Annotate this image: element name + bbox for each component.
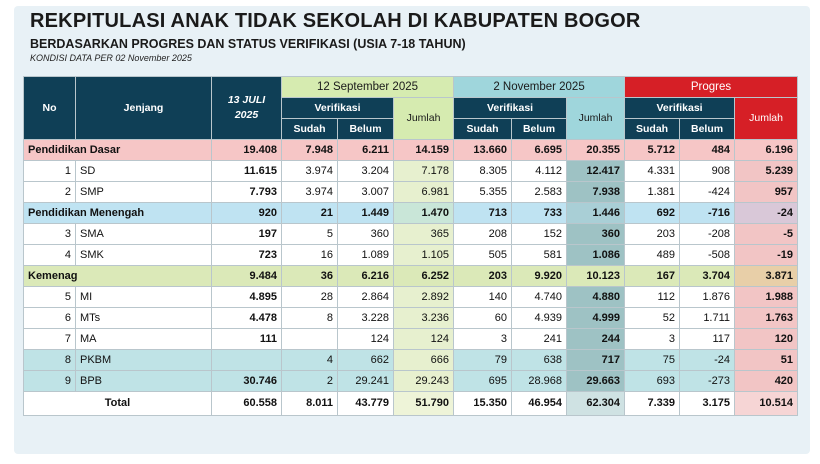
baseline-cell: 9.484 <box>212 266 282 287</box>
period2-sudah-header: Sudah <box>454 119 512 140</box>
progres-jumlah-cell: 1.988 <box>735 287 798 308</box>
progres-sudah-header: Sudah <box>625 119 680 140</box>
period1-jumlah-cell: 124 <box>394 329 454 350</box>
progres-jumlah-cell: -24 <box>735 203 798 224</box>
period2-belum-cell: 4.939 <box>512 308 567 329</box>
progres-belum-cell: -508 <box>680 245 735 266</box>
group-label: Kemenag <box>24 266 212 287</box>
period1-sudah-cell: 3.974 <box>282 161 338 182</box>
table-row <box>24 224 798 245</box>
table-row <box>24 287 798 308</box>
period2-jumlah-cell: 4.880 <box>567 287 625 308</box>
jenjang-cell: PKBM <box>76 350 212 371</box>
period2-verifikasi-header: Verifikasi <box>454 98 567 119</box>
baseline-cell: 723 <box>212 245 282 266</box>
col-no-header: No <box>24 77 76 140</box>
period1-sudah-cell <box>282 329 338 350</box>
period1-jumlah-cell: 29.243 <box>394 371 454 392</box>
row-number: 1 <box>24 161 76 182</box>
baseline-date-line2: 2025 <box>234 109 259 121</box>
jenjang-cell: SMK <box>76 245 212 266</box>
baseline-cell: 920 <box>212 203 282 224</box>
period2-jumlah-cell: 29.663 <box>567 371 625 392</box>
progres-belum-cell: 3.704 <box>680 266 735 287</box>
jenjang-cell: BPB <box>76 371 212 392</box>
jenjang-cell: MA <box>76 329 212 350</box>
period1-belum-cell: 3.228 <box>338 308 394 329</box>
progres-belum-cell: -24 <box>680 350 735 371</box>
row-number: 2 <box>24 182 76 203</box>
progres-jumlah-cell: 1.763 <box>735 308 798 329</box>
period1-belum-cell: 662 <box>338 350 394 371</box>
recap-table <box>23 76 798 416</box>
period2-sudah-cell: 3 <box>454 329 512 350</box>
progres-jumlah-cell: -5 <box>735 224 798 245</box>
period2-jumlah-cell: 360 <box>567 224 625 245</box>
progres-jumlah-cell: 957 <box>735 182 798 203</box>
period1-jumlah-header: Jumlah <box>394 98 454 140</box>
baseline-cell <box>212 350 282 371</box>
group-row <box>24 203 798 224</box>
progres-sudah-cell: 203 <box>625 224 680 245</box>
period2-sudah-cell: 15.350 <box>454 392 512 416</box>
period1-jumlah-cell: 3.236 <box>394 308 454 329</box>
progres-sudah-cell: 75 <box>625 350 680 371</box>
period1-sudah-cell: 16 <box>282 245 338 266</box>
progres-belum-cell: -424 <box>680 182 735 203</box>
group-label: Pendidikan Menengah <box>24 203 212 224</box>
period1-sudah-cell: 2 <box>282 371 338 392</box>
period1-sudah-cell: 8 <box>282 308 338 329</box>
period1-belum-header: Belum <box>338 119 394 140</box>
period1-jumlah-cell: 1.470 <box>394 203 454 224</box>
table-row <box>24 371 798 392</box>
progres-jumlah-cell: 420 <box>735 371 798 392</box>
period2-header: 2 November 2025 <box>454 77 625 98</box>
report-subtitle: BERDASARKAN PROGRES DAN STATUS VERIFIKASI (USIA 7-18 TAHUN) <box>30 37 466 51</box>
period1-jumlah-cell: 1.105 <box>394 245 454 266</box>
progres-sudah-cell: 4.331 <box>625 161 680 182</box>
baseline-cell: 197 <box>212 224 282 245</box>
period1-belum-cell: 360 <box>338 224 394 245</box>
group-row <box>24 140 798 161</box>
table-row <box>24 161 798 182</box>
row-number: 7 <box>24 329 76 350</box>
period2-belum-cell: 6.695 <box>512 140 567 161</box>
row-number: 8 <box>24 350 76 371</box>
period2-sudah-cell: 713 <box>454 203 512 224</box>
progres-header: Progres <box>625 77 798 98</box>
period2-belum-cell: 4.112 <box>512 161 567 182</box>
jenjang-cell: SMP <box>76 182 212 203</box>
period1-sudah-cell: 28 <box>282 287 338 308</box>
progres-sudah-cell: 52 <box>625 308 680 329</box>
row-number: 5 <box>24 287 76 308</box>
row-number: 4 <box>24 245 76 266</box>
progres-belum-cell: 908 <box>680 161 735 182</box>
progres-jumlah-cell: 3.871 <box>735 266 798 287</box>
period1-jumlah-cell: 666 <box>394 350 454 371</box>
period1-belum-cell: 1.089 <box>338 245 394 266</box>
period1-jumlah-cell: 6.252 <box>394 266 454 287</box>
period2-sudah-cell: 8.305 <box>454 161 512 182</box>
baseline-cell: 4.478 <box>212 308 282 329</box>
period1-sudah-cell: 5 <box>282 224 338 245</box>
progres-sudah-cell: 3 <box>625 329 680 350</box>
period2-belum-cell: 581 <box>512 245 567 266</box>
period1-belum-cell: 3.204 <box>338 161 394 182</box>
period2-sudah-cell: 505 <box>454 245 512 266</box>
period1-sudah-cell: 4 <box>282 350 338 371</box>
progres-sudah-cell: 167 <box>625 266 680 287</box>
period2-sudah-cell: 208 <box>454 224 512 245</box>
period2-sudah-cell: 79 <box>454 350 512 371</box>
progres-belum-cell: -716 <box>680 203 735 224</box>
period2-sudah-cell: 140 <box>454 287 512 308</box>
progres-jumlah-cell: 120 <box>735 329 798 350</box>
progres-belum-cell: 1.711 <box>680 308 735 329</box>
jenjang-cell: MTs <box>76 308 212 329</box>
baseline-cell: 30.746 <box>212 371 282 392</box>
progres-sudah-cell: 489 <box>625 245 680 266</box>
progres-belum-cell: 117 <box>680 329 735 350</box>
period2-jumlah-cell: 244 <box>567 329 625 350</box>
period1-belum-cell: 124 <box>338 329 394 350</box>
period1-verifikasi-header: Verifikasi <box>282 98 394 119</box>
period2-belum-cell: 733 <box>512 203 567 224</box>
period1-belum-cell: 6.216 <box>338 266 394 287</box>
period1-belum-cell: 3.007 <box>338 182 394 203</box>
table-row <box>24 245 798 266</box>
period1-belum-cell: 2.864 <box>338 287 394 308</box>
period2-sudah-cell: 695 <box>454 371 512 392</box>
period2-belum-cell: 2.583 <box>512 182 567 203</box>
group-row <box>24 266 798 287</box>
jenjang-cell: MI <box>76 287 212 308</box>
progres-jumlah-cell: 6.196 <box>735 140 798 161</box>
report-title: REKPITULASI ANAK TIDAK SEKOLAH DI KABUPATEN BOGOR <box>30 10 641 32</box>
progres-belum-cell: -208 <box>680 224 735 245</box>
col-jenjang-header: Jenjang <box>76 77 212 140</box>
progres-jumlah-cell: 10.514 <box>735 392 798 416</box>
period1-sudah-cell: 21 <box>282 203 338 224</box>
progres-jumlah-cell: 51 <box>735 350 798 371</box>
period1-jumlah-cell: 2.892 <box>394 287 454 308</box>
period1-belum-cell: 6.211 <box>338 140 394 161</box>
table-row <box>24 182 798 203</box>
period2-jumlah-cell: 1.446 <box>567 203 625 224</box>
period2-belum-cell: 241 <box>512 329 567 350</box>
period2-sudah-cell: 203 <box>454 266 512 287</box>
progres-jumlah-cell: -19 <box>735 245 798 266</box>
period2-jumlah-cell: 62.304 <box>567 392 625 416</box>
progres-sudah-cell: 692 <box>625 203 680 224</box>
period1-belum-cell: 1.449 <box>338 203 394 224</box>
progres-belum-header: Belum <box>680 119 735 140</box>
progres-sudah-cell: 693 <box>625 371 680 392</box>
period1-sudah-header: Sudah <box>282 119 338 140</box>
period2-sudah-cell: 60 <box>454 308 512 329</box>
row-number: 9 <box>24 371 76 392</box>
period1-jumlah-cell: 51.790 <box>394 392 454 416</box>
period1-jumlah-cell: 14.159 <box>394 140 454 161</box>
baseline-cell: 11.615 <box>212 161 282 182</box>
col-baseline-header <box>212 77 282 140</box>
period2-jumlah-header: Jumlah <box>567 98 625 140</box>
progres-sudah-cell: 112 <box>625 287 680 308</box>
data-condition-note: KONDISI DATA PER 02 November 2025 <box>30 53 192 63</box>
progres-sudah-cell: 7.339 <box>625 392 680 416</box>
baseline-cell: 60.558 <box>212 392 282 416</box>
period1-belum-cell: 43.779 <box>338 392 394 416</box>
baseline-cell: 4.895 <box>212 287 282 308</box>
table-header <box>24 77 798 140</box>
total-label: Total <box>24 392 212 416</box>
jenjang-cell: SMA <box>76 224 212 245</box>
period1-belum-cell: 29.241 <box>338 371 394 392</box>
baseline-cell: 111 <box>212 329 282 350</box>
period2-belum-cell: 4.740 <box>512 287 567 308</box>
table-row <box>24 308 798 329</box>
total-row <box>24 392 798 416</box>
progres-jumlah-header: Jumlah <box>735 98 798 140</box>
row-number: 6 <box>24 308 76 329</box>
period2-sudah-cell: 13.660 <box>454 140 512 161</box>
period2-jumlah-cell: 20.355 <box>567 140 625 161</box>
period2-jumlah-cell: 12.417 <box>567 161 625 182</box>
progres-belum-cell: 3.175 <box>680 392 735 416</box>
table-row <box>24 329 798 350</box>
progres-belum-cell: 1.876 <box>680 287 735 308</box>
progres-sudah-cell: 5.712 <box>625 140 680 161</box>
period2-jumlah-cell: 7.938 <box>567 182 625 203</box>
progres-belum-cell: 484 <box>680 140 735 161</box>
period2-sudah-cell: 5.355 <box>454 182 512 203</box>
period2-belum-cell: 152 <box>512 224 567 245</box>
period2-belum-cell: 638 <box>512 350 567 371</box>
period1-sudah-cell: 8.011 <box>282 392 338 416</box>
period1-sudah-cell: 7.948 <box>282 140 338 161</box>
progres-sudah-cell: 1.381 <box>625 182 680 203</box>
baseline-date-line1: 13 JULI <box>227 94 266 106</box>
progres-belum-cell: -273 <box>680 371 735 392</box>
group-label: Pendidikan Dasar <box>24 140 212 161</box>
table-body <box>24 140 798 416</box>
progres-verifikasi-header: Verifikasi <box>625 98 735 119</box>
period2-jumlah-cell: 1.086 <box>567 245 625 266</box>
progres-jumlah-cell: 5.239 <box>735 161 798 182</box>
period2-belum-cell: 46.954 <box>512 392 567 416</box>
period1-sudah-cell: 36 <box>282 266 338 287</box>
period1-jumlah-cell: 7.178 <box>394 161 454 182</box>
period1-jumlah-cell: 6.981 <box>394 182 454 203</box>
table-row <box>24 350 798 371</box>
baseline-cell: 19.408 <box>212 140 282 161</box>
period2-jumlah-cell: 10.123 <box>567 266 625 287</box>
period2-belum-cell: 28.968 <box>512 371 567 392</box>
period2-belum-header: Belum <box>512 119 567 140</box>
period2-belum-cell: 9.920 <box>512 266 567 287</box>
jenjang-cell: SD <box>76 161 212 182</box>
row-number: 3 <box>24 224 76 245</box>
period1-header: 12 September 2025 <box>282 77 454 98</box>
period1-jumlah-cell: 365 <box>394 224 454 245</box>
period2-jumlah-cell: 4.999 <box>567 308 625 329</box>
period1-sudah-cell: 3.974 <box>282 182 338 203</box>
period2-jumlah-cell: 717 <box>567 350 625 371</box>
baseline-cell: 7.793 <box>212 182 282 203</box>
